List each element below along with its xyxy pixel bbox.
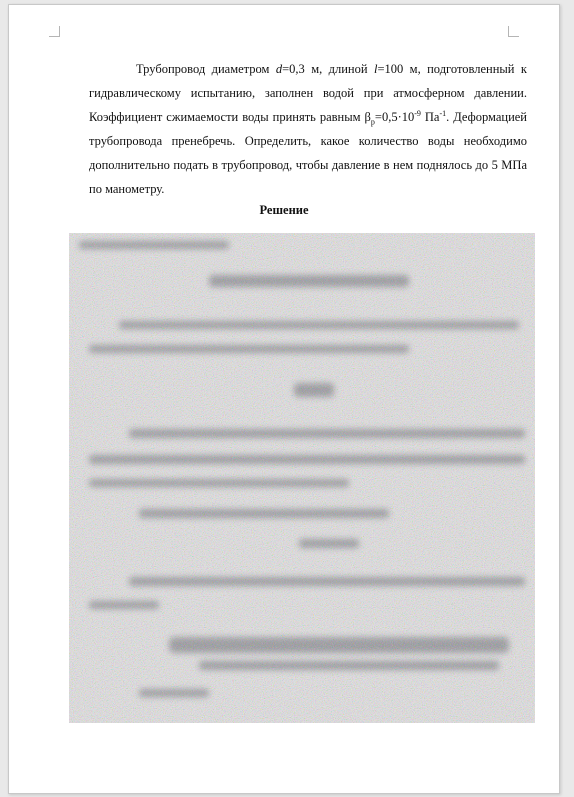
problem-statement: Трубопровод диаметром d=0,3 м, длиной l=100 м, подготовленный к гидравлическому испытанию, заполнен водой при атмосферном давлении. Коэффициент сжимаемости воды принять равным $\beta_p=0,5\cdot 10^{-9}$ $Па^{-1}$. Деформацией трубопровода пренебречь. Определить, какое количество воды необходимо дополнительно подать в трубопровод, чтобы давление в нем поднялось до 5 МПа по манометру. [89,62,527,196]
noise-overlay [69,233,535,723]
solution-heading: Решение [259,203,309,217]
obscured-solution-image [69,233,535,723]
document-page [8,4,560,794]
margin-corner-mark [49,26,60,37]
margin-corner-mark [508,26,519,37]
